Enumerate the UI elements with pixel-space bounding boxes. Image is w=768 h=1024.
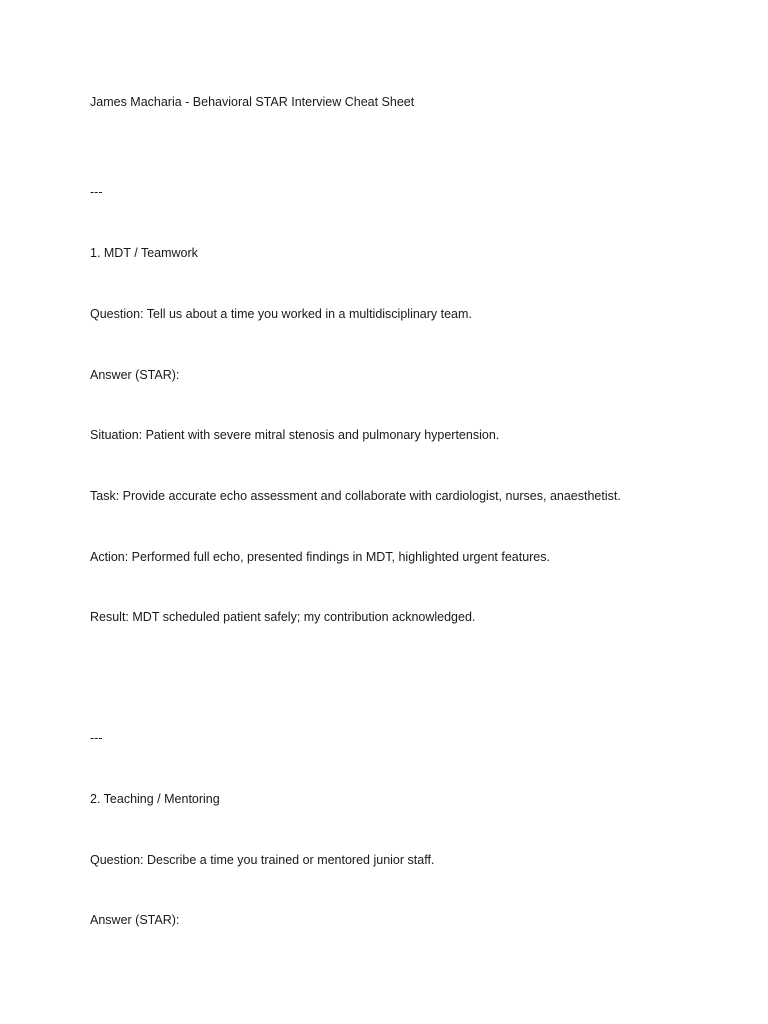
section-1-action: Action: Performed full echo, presented findings in MDT, highlighted urgent features. bbox=[90, 550, 550, 564]
section-1-result: Result: MDT scheduled patient safely; my contribution acknowledged. bbox=[90, 610, 476, 624]
section-2-answer-label: Answer (STAR): bbox=[90, 913, 180, 927]
section-1-task: Task: Provide accurate echo assessment and collaborate with cardiologist, nurses, anaesthetist. bbox=[90, 489, 621, 503]
section-1-heading: 1. MDT / Teamwork bbox=[90, 246, 198, 260]
section-1-question: Question: Tell us about a time you worked in a multidisciplinary team. bbox=[90, 307, 472, 321]
section-1-situation: Situation: Patient with severe mitral stenosis and pulmonary hypertension. bbox=[90, 428, 500, 442]
separator-2: --- bbox=[90, 731, 103, 745]
section-2-question: Question: Describe a time you trained or mentored junior staff. bbox=[90, 853, 435, 867]
section-1-answer-label: Answer (STAR): bbox=[90, 368, 180, 382]
document-title: James Macharia - Behavioral STAR Interview Cheat Sheet bbox=[90, 95, 415, 109]
section-2-heading: 2. Teaching / Mentoring bbox=[90, 792, 220, 806]
separator-1: --- bbox=[90, 185, 103, 199]
